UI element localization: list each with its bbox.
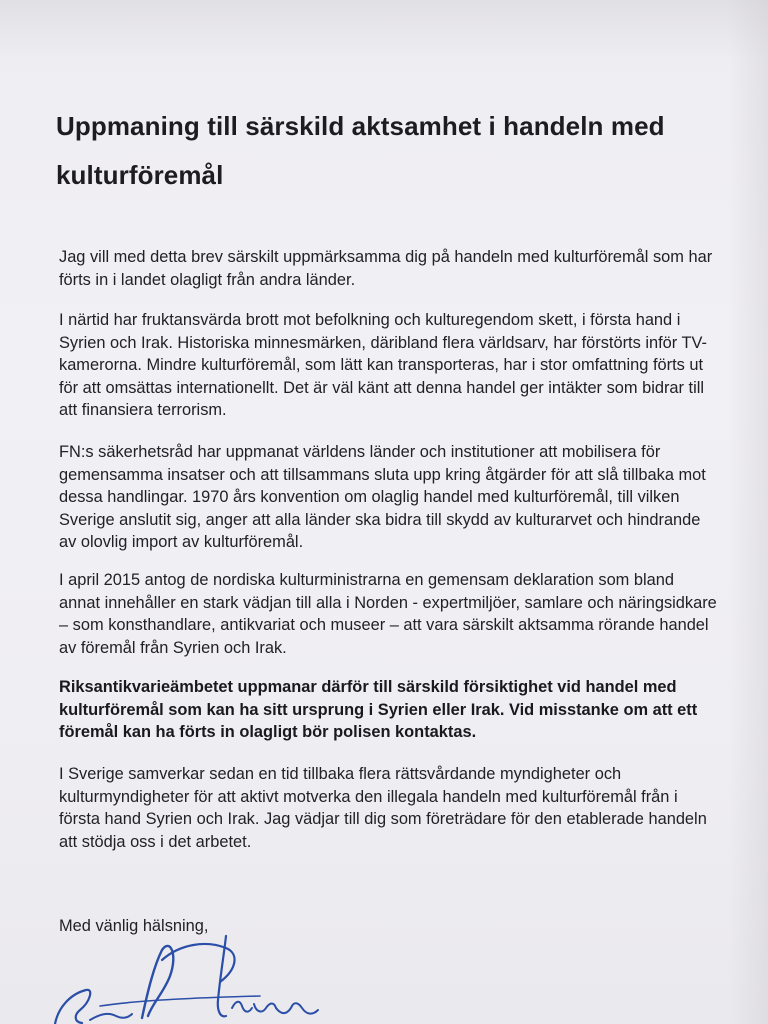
closing-greeting: Med vänlig hälsning, [59, 917, 209, 935]
paragraph-intro: Jag vill med detta brev särskilt uppmärksamma dig på handeln med kulturföremål som har förts in i landet olagligt från andra länder. [59, 248, 713, 289]
letter-title: Uppmaning till särskild aktsamhet i handeln med kulturföremål [56, 111, 665, 190]
paragraph-cooperation: I Sverige samverkar sedan en tid tillbaka flera rättsvårdande myndigheter och kulturmyndigheter för att aktivt motverka den illegala handeln med kulturföremål från i första hand Syrien och Irak. Jag vädjar till dig som företrädare för den etablerade handeln att stödja oss i det arbetet. [59, 765, 707, 851]
page-shadow-top [0, 0, 768, 60]
paragraph-un-convention: FN:s säkerhetsråd har uppmanat världens länder och institutioner att mobilisera för gemensamma insatser och att tillsammans sluta upp kring åtgärder för att slå tillbaka mot dessa handlingar. 1970 års konvention om olaglig handel med kulturföremål, till vilken Sverige anslutit sig, anger att alla länder ska bidra till skydd av kulturarvet och hindrande av olovlig import av kulturföremål. [59, 443, 706, 551]
paragraph-nordic-declaration: I april 2015 antog de nordiska kulturministrarna en gemensam deklaration som bland annat innehåller en stark vädjan till alla i Norden - expertmiljöer, samlare och näringsidkare – som konsthandlare, antikvariat och museer – att vara särskilt aktsamma rörande handel av föremål från Syrien och Irak. [59, 571, 717, 657]
paragraph-caution-notice: Riksantikvarieämbetet uppmanar därför till särskild försiktighet vid handel med kulturföremål som kan ha sitt ursprung i Syrien eller Irak. Vid misstanke om att ett föremål kan ha förts in olagligt bör polisen kontaktas. [59, 678, 698, 741]
handwritten-signature [30, 930, 320, 1024]
paragraph-crimes: I närtid har fruktansvärda brott mot befolkning och kulturegendom skett, i första hand i Syrien och Irak. Historiska minnesmärken, däribland flera världsarv, har förstörts inför TV-kamerorna. Mindre kulturföremål, som lätt kan transporteras, har i stor omfattning förts ut för att omsättas internationellt. Det är väl känt att denna handel ger intäkter som bidrar till att finansiera terrorism. [59, 311, 707, 419]
